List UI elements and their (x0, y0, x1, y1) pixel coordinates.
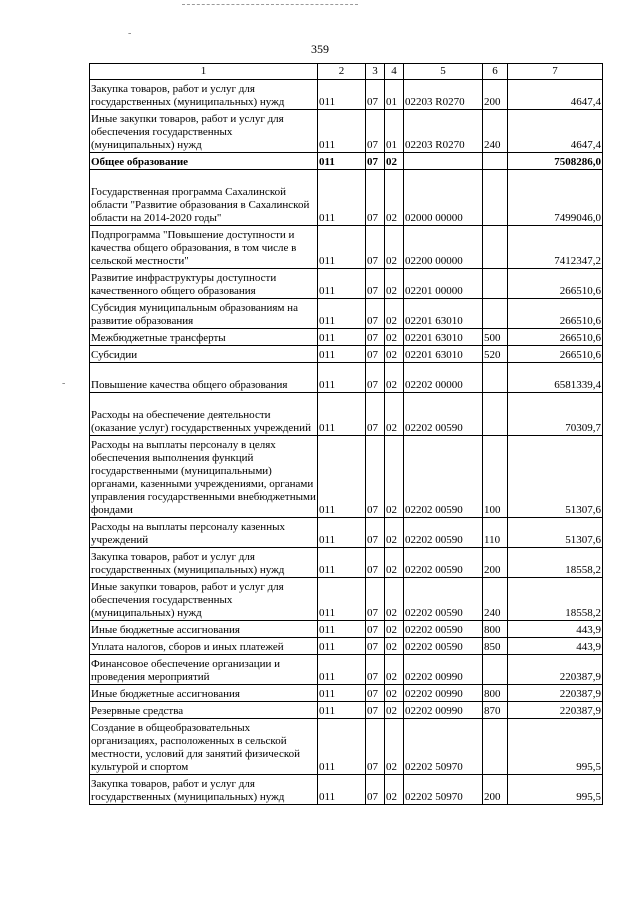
row-sum-cell: 266510,6 (508, 269, 603, 299)
row-name-cell: Развитие инфраструктуры доступности качественного общего образования (90, 269, 318, 299)
row-expense-type-cell: 240 (483, 110, 508, 153)
table-row (90, 518, 603, 548)
table-row (90, 153, 603, 170)
budget-table (89, 63, 603, 805)
row-target-article-cell: 02200 00000 (404, 226, 483, 269)
row-sum-cell: 266510,6 (508, 329, 603, 346)
row-subsection-cell: 02 (385, 655, 404, 685)
row-admin-code-cell: 011 (318, 578, 366, 621)
row-admin-code-cell: 011 (318, 719, 366, 775)
row-subsection-cell: 02 (385, 719, 404, 775)
row-section-cell: 07 (366, 170, 385, 226)
row-expense-type-cell: 110 (483, 518, 508, 548)
row-name-cell: Иные бюджетные ассигнования (90, 685, 318, 702)
row-expense-type-cell: 800 (483, 621, 508, 638)
row-target-article-cell: 02201 63010 (404, 329, 483, 346)
row-subsection-cell: 02 (385, 329, 404, 346)
row-sum-cell: 51307,6 (508, 518, 603, 548)
row-section-cell: 07 (366, 578, 385, 621)
row-sum-cell: 4647,4 (508, 110, 603, 153)
row-admin-code-cell: 011 (318, 685, 366, 702)
row-target-article-cell: 02202 00590 (404, 518, 483, 548)
row-subsection-cell: 02 (385, 638, 404, 655)
row-target-article-cell: 02202 00990 (404, 702, 483, 719)
row-section-cell: 07 (366, 719, 385, 775)
row-subsection-cell: 01 (385, 110, 404, 153)
row-name-cell: Расходы на выплаты персоналу казенных учреждений (90, 518, 318, 548)
row-expense-type-cell (483, 269, 508, 299)
row-section-cell: 07 (366, 226, 385, 269)
row-sum-cell: 220387,9 (508, 702, 603, 719)
table-row (90, 775, 603, 805)
row-subsection-cell: 02 (385, 170, 404, 226)
row-name-cell: Финансовое обеспечение организации и проведения мероприятий (90, 655, 318, 685)
row-admin-code-cell: 011 (318, 621, 366, 638)
row-name-cell: Иные закупки товаров, работ и услуг для обеспечения государственных (муниципальных) нужд (90, 578, 318, 621)
row-admin-code-cell: 011 (318, 393, 366, 436)
row-expense-type-cell: 240 (483, 578, 508, 621)
table-row (90, 702, 603, 719)
row-expense-type-cell (483, 363, 508, 393)
row-sum-cell: 18558,2 (508, 578, 603, 621)
row-section-cell: 07 (366, 638, 385, 655)
row-expense-type-cell: 200 (483, 80, 508, 110)
row-expense-type-cell: 200 (483, 775, 508, 805)
row-section-cell: 07 (366, 621, 385, 638)
row-target-article-cell: 02202 00590 (404, 638, 483, 655)
row-expense-type-cell: 850 (483, 638, 508, 655)
row-sum-cell: 266510,6 (508, 346, 603, 363)
row-subsection-cell: 02 (385, 685, 404, 702)
row-section-cell: 07 (366, 655, 385, 685)
row-target-article-cell: 02203 R0270 (404, 110, 483, 153)
row-target-article-cell: 02000 00000 (404, 170, 483, 226)
row-expense-type-cell (483, 393, 508, 436)
scan-mark: - (62, 378, 66, 389)
table-row (90, 655, 603, 685)
row-admin-code-cell: 011 (318, 436, 366, 518)
row-target-article-cell: 02203 R0270 (404, 80, 483, 110)
row-sum-cell: 7412347,2 (508, 226, 603, 269)
row-name-cell: Субсидии (90, 346, 318, 363)
row-admin-code-cell: 011 (318, 226, 366, 269)
row-subsection-cell: 02 (385, 775, 404, 805)
header-col-5: 5 (404, 64, 483, 80)
table-header-row (90, 64, 603, 80)
row-expense-type-cell (483, 655, 508, 685)
row-name-cell: Иные закупки товаров, работ и услуг для обеспечения государственных (муниципальных) нужд (90, 110, 318, 153)
row-section-cell: 07 (366, 518, 385, 548)
row-section-cell: 07 (366, 702, 385, 719)
row-section-cell: 07 (366, 346, 385, 363)
row-admin-code-cell: 011 (318, 153, 366, 170)
row-expense-type-cell (483, 153, 508, 170)
row-section-cell: 07 (366, 363, 385, 393)
table-row (90, 578, 603, 621)
row-expense-type-cell: 100 (483, 436, 508, 518)
row-subsection-cell: 02 (385, 299, 404, 329)
row-sum-cell: 995,5 (508, 719, 603, 775)
row-section-cell: 07 (366, 436, 385, 518)
table-row (90, 170, 603, 226)
table-row (90, 436, 603, 518)
table-row (90, 269, 603, 299)
row-name-cell: Субсидия муниципальным образованиям на развитие образования (90, 299, 318, 329)
row-sum-cell: 443,9 (508, 621, 603, 638)
row-name-cell: Расходы на обеспечение деятельности (оказание услуг) государственных учреждений (90, 393, 318, 436)
row-section-cell: 07 (366, 110, 385, 153)
table-body (90, 80, 603, 805)
row-section-cell: 07 (366, 80, 385, 110)
row-target-article-cell: 02202 00990 (404, 685, 483, 702)
row-section-cell: 07 (366, 393, 385, 436)
table-row (90, 110, 603, 153)
row-admin-code-cell: 011 (318, 80, 366, 110)
row-sum-cell: 4647,4 (508, 80, 603, 110)
row-subsection-cell: 02 (385, 436, 404, 518)
table-row (90, 685, 603, 702)
row-sum-cell: 51307,6 (508, 436, 603, 518)
row-admin-code-cell: 011 (318, 775, 366, 805)
header-col-6: 6 (483, 64, 508, 80)
row-name-cell: Подпрограмма "Повышение доступности и качества общего образования, в том числе в сельской местности" (90, 226, 318, 269)
row-admin-code-cell: 011 (318, 702, 366, 719)
row-sum-cell: 18558,2 (508, 548, 603, 578)
table-row (90, 346, 603, 363)
row-admin-code-cell: 011 (318, 346, 366, 363)
row-section-cell: 07 (366, 329, 385, 346)
row-subsection-cell: 02 (385, 363, 404, 393)
row-name-cell: Закупка товаров, работ и услуг для государственных (муниципальных) нужд (90, 80, 318, 110)
row-expense-type-cell (483, 170, 508, 226)
row-sum-cell: 70309,7 (508, 393, 603, 436)
row-target-article-cell: 02202 00590 (404, 393, 483, 436)
row-admin-code-cell: 011 (318, 548, 366, 578)
row-name-cell: Государственная программа Сахалинской области "Развитие образования в Сахалинской области на 2014-2020 годы" (90, 170, 318, 226)
row-admin-code-cell: 011 (318, 299, 366, 329)
row-target-article-cell: 02202 00590 (404, 578, 483, 621)
row-subsection-cell: 02 (385, 548, 404, 578)
row-target-article-cell: 02202 00590 (404, 621, 483, 638)
table-row (90, 80, 603, 110)
row-sum-cell: 995,5 (508, 775, 603, 805)
row-admin-code-cell: 011 (318, 170, 366, 226)
row-sum-cell: 7508286,0 (508, 153, 603, 170)
row-admin-code-cell: 011 (318, 638, 366, 655)
row-target-article-cell: 02202 00000 (404, 363, 483, 393)
row-expense-type-cell (483, 299, 508, 329)
row-target-article-cell (404, 153, 483, 170)
row-sum-cell: 7499046,0 (508, 170, 603, 226)
table-row (90, 548, 603, 578)
row-name-cell: Резервные средства (90, 702, 318, 719)
row-name-cell: Межбюджетные трансферты (90, 329, 318, 346)
row-subsection-cell: 02 (385, 226, 404, 269)
row-expense-type-cell: 870 (483, 702, 508, 719)
row-target-article-cell: 02201 63010 (404, 346, 483, 363)
row-name-cell: Уплата налогов, сборов и иных платежей (90, 638, 318, 655)
row-subsection-cell: 02 (385, 621, 404, 638)
row-expense-type-cell: 520 (483, 346, 508, 363)
row-name-cell: Иные бюджетные ассигнования (90, 621, 318, 638)
row-section-cell: 07 (366, 775, 385, 805)
row-sum-cell: 220387,9 (508, 655, 603, 685)
row-expense-type-cell: 500 (483, 329, 508, 346)
row-admin-code-cell: 011 (318, 110, 366, 153)
row-admin-code-cell: 011 (318, 518, 366, 548)
row-expense-type-cell: 800 (483, 685, 508, 702)
row-subsection-cell: 02 (385, 518, 404, 548)
scan-top-line (182, 4, 358, 5)
header-col-4: 4 (385, 64, 404, 80)
row-target-article-cell: 02202 50970 (404, 719, 483, 775)
row-section-cell: 07 (366, 299, 385, 329)
header-col-2: 2 (318, 64, 366, 80)
row-section-cell: 07 (366, 269, 385, 299)
row-expense-type-cell: 200 (483, 548, 508, 578)
row-name-cell: Общее образование (90, 153, 318, 170)
table-row (90, 299, 603, 329)
row-name-cell: Закупка товаров, работ и услуг для государственных (муниципальных) нужд (90, 775, 318, 805)
row-expense-type-cell (483, 226, 508, 269)
row-admin-code-cell: 011 (318, 363, 366, 393)
row-expense-type-cell (483, 719, 508, 775)
header-col-3: 3 (366, 64, 385, 80)
row-subsection-cell: 02 (385, 702, 404, 719)
row-subsection-cell: 02 (385, 393, 404, 436)
row-target-article-cell: 02202 00990 (404, 655, 483, 685)
row-subsection-cell: 02 (385, 269, 404, 299)
row-target-article-cell: 02202 50970 (404, 775, 483, 805)
table-row (90, 363, 603, 393)
row-section-cell: 07 (366, 685, 385, 702)
row-subsection-cell: 02 (385, 346, 404, 363)
row-subsection-cell: 01 (385, 80, 404, 110)
header-col-7: 7 (508, 64, 603, 80)
table-row (90, 393, 603, 436)
row-sum-cell: 6581339,4 (508, 363, 603, 393)
row-name-cell: Закупка товаров, работ и услуг для государственных (муниципальных) нужд (90, 548, 318, 578)
row-section-cell: 07 (366, 548, 385, 578)
row-sum-cell: 220387,9 (508, 685, 603, 702)
row-sum-cell: 443,9 (508, 638, 603, 655)
row-section-cell: 07 (366, 153, 385, 170)
table-row (90, 621, 603, 638)
row-sum-cell: 266510,6 (508, 299, 603, 329)
row-name-cell: Расходы на выплаты персоналу в целях обеспечения выполнения функций государственными (муниципальными) органами, казенными учреждениями, органами управления государственными внебюджетными фондами (90, 436, 318, 518)
row-admin-code-cell: 011 (318, 269, 366, 299)
row-target-article-cell: 02201 63010 (404, 299, 483, 329)
row-target-article-cell: 02202 00590 (404, 548, 483, 578)
row-subsection-cell: 02 (385, 578, 404, 621)
header-col-1: 1 (90, 64, 318, 80)
page-number: 359 (311, 42, 329, 56)
row-admin-code-cell: 011 (318, 329, 366, 346)
scan-mark: - (128, 28, 132, 39)
table-row (90, 719, 603, 775)
table-row (90, 638, 603, 655)
row-name-cell: Повышение качества общего образования (90, 363, 318, 393)
row-subsection-cell: 02 (385, 153, 404, 170)
row-target-article-cell: 02201 00000 (404, 269, 483, 299)
table-row (90, 329, 603, 346)
table-row (90, 226, 603, 269)
row-target-article-cell: 02202 00590 (404, 436, 483, 518)
row-admin-code-cell: 011 (318, 655, 366, 685)
row-name-cell: Создание в общеобразовательных организациях, расположенных в сельской местности, условий для занятий физической культурой и спортом (90, 719, 318, 775)
